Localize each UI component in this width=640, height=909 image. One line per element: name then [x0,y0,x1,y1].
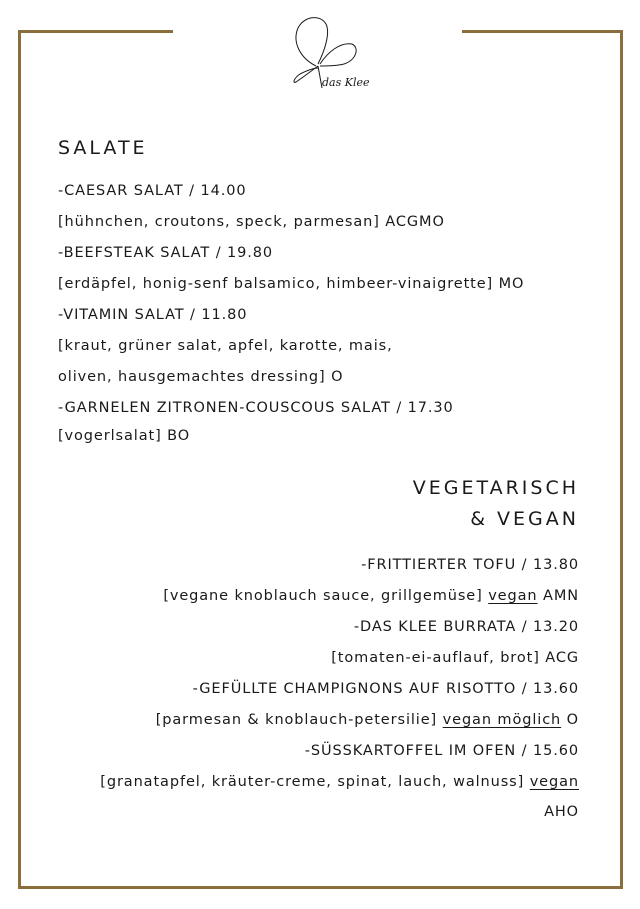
champignons-desc-line [156,713,579,728]
vegetarisch-title-line2: & VEGAN [470,508,579,530]
suesskartoffel-name: -SÜSSKARTOFFEL IM OFEN / 15.60 [304,743,579,759]
frame-bottom [18,886,623,889]
vitamin-salat-desc-2: oliven, hausgemachtes dressing] O [58,369,344,385]
suesskartoffel-vegan-tag: vegan [529,774,579,790]
frame-left [18,30,21,889]
burrata-name: -DAS KLEE BURRATA / 13.20 [353,619,579,635]
frame-top-left [18,30,173,33]
frame-top-right [462,30,623,33]
caesar-salat-name: -CAESAR SALAT / 14.00 [58,183,247,199]
logo-brand-text: das Klee [322,76,370,89]
vegetarisch-title-line1: VEGETARISCH [412,477,579,499]
suesskartoffel-allergens: AHO [544,804,579,820]
caesar-salat-desc: [hühnchen, croutons, speck, parmesan] ACGMO [58,214,445,230]
champignons-allergens: O [566,712,579,728]
tofu-allergens: AMN [543,588,579,604]
frame-right [620,30,623,889]
champignons-desc: [parmesan & knoblauch-petersilie] [155,712,438,728]
garnelen-salat-desc: [vogerlsalat] BO [58,428,191,444]
salate-title: SALATE [58,137,148,159]
clover-logo-icon [282,8,370,98]
champignons-vegan-tag: vegan möglich [442,712,562,728]
beefsteak-salat-name: -BEEFSTEAK SALAT / 19.80 [58,245,273,261]
tofu-name: -FRITTIERTER TOFU / 13.80 [361,557,579,573]
vitamin-salat-desc-1: [kraut, grüner salat, apfel, karotte, mais, [58,338,393,354]
suesskartoffel-desc-line [100,775,579,790]
champignons-name: -GEFÜLLTE CHAMPIGNONS AUF RISOTTO / 13.60 [192,681,579,697]
vitamin-salat-name: -VITAMIN SALAT / 11.80 [58,307,248,323]
tofu-desc-line [163,589,579,604]
tofu-desc: [vegane knoblauch sauce, grillgemüse] [163,588,483,604]
beefsteak-salat-desc: [erdäpfel, honig-senf balsamico, himbeer-vinaigrette] MO [58,276,525,292]
burrata-desc: [tomaten-ei-auflauf, brot] ACG [331,650,579,666]
garnelen-salat-name: -GARNELEN ZITRONEN-COUSCOUS SALAT / 17.30 [58,400,454,416]
suesskartoffel-desc: [granatapfel, kräuter-creme, spinat, lauch, walnuss] [100,774,525,790]
tofu-vegan-tag: vegan [488,588,538,604]
